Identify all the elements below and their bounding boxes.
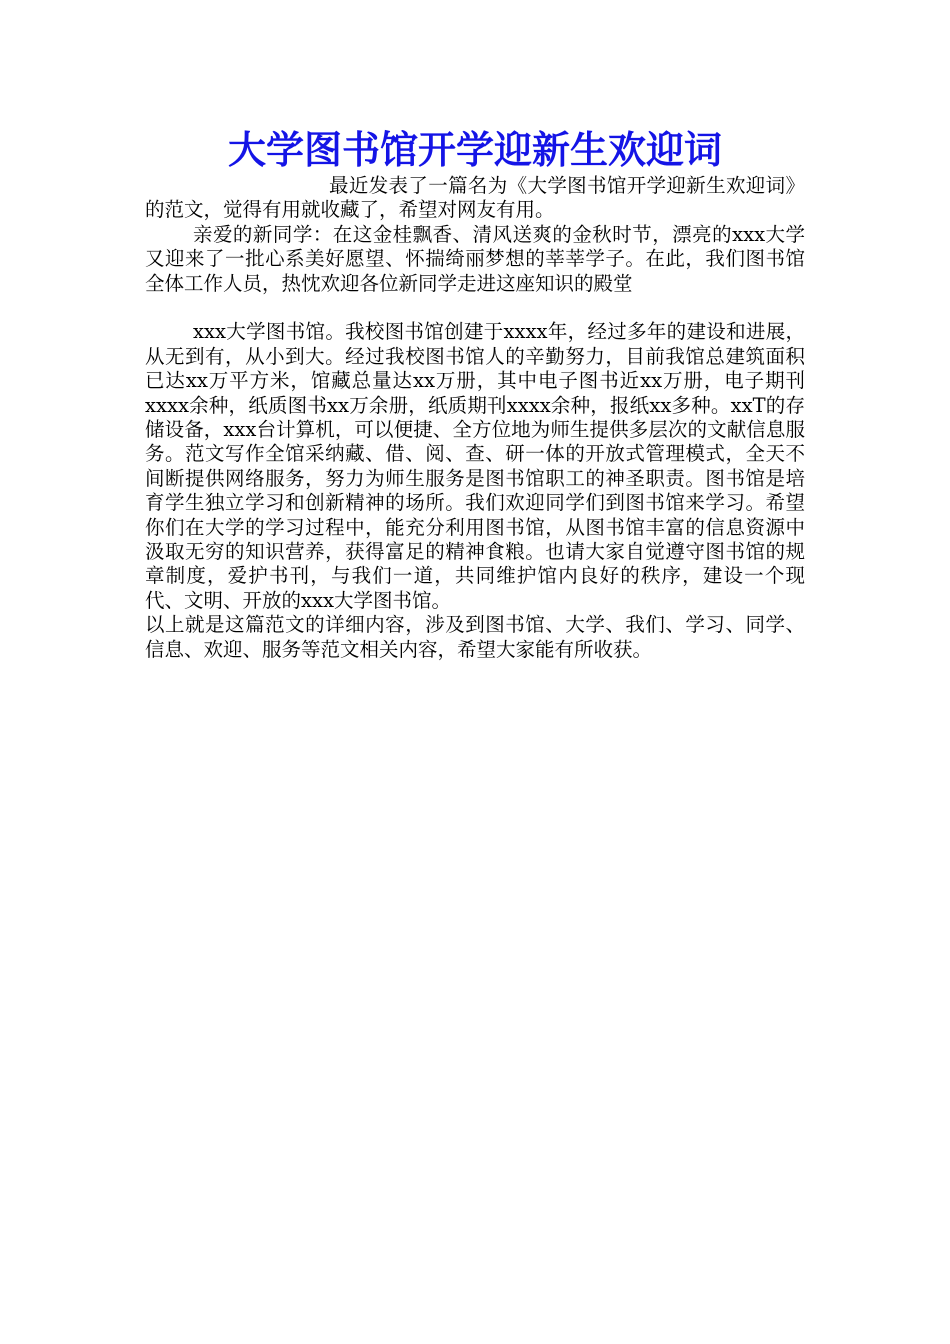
document-body bbox=[145, 174, 805, 662]
main-paragraph: xxx大学图书馆。我校图书馆创建于xxxx年，经过多年的建设和进展，从无到有，从小到大。经过我校图书馆人的辛勤努力，目前我馆总建筑面积已达xx万平方米，馆藏总量达xx万册，其中电子图书近xx万册，电子期刊xxxx余种，纸质图书xx万余册，纸质期刊xxxx余种，报纸xx多种。xxT的存储设备，xxx台计算机，可以便捷、全方位地为师生提供多层次的文献信息服务。范文写作全馆采纳藏、借、阅、查、研一体的开放式管理模式，全天不间断提供网络服务，努力为师生服务是图书馆职工的神圣职责。图书馆是培育学生独立学习和创新精神的场所。我们欢迎同学们到图书馆来学习。希望你们在大学的学习过程中，能充分利用图书馆，从图书馆丰富的信息资源中汲取无穷的知识营养，获得富足的精神食粮。也请大家自觉遵守图书馆的规章制度，爱护书刊，与我们一道，共同维护馆内良好的秩序，建设一个现代、文明、开放的xxx大学图书馆。 bbox=[145, 320, 805, 612]
blank-line bbox=[145, 296, 805, 320]
closing-paragraph: 以上就是这篇范文的详细内容，涉及到图书馆、大学、我们、学习、同学、信息、欢迎、服务等范文相关内容，希望大家能有所收获。 bbox=[145, 613, 805, 661]
greeting-paragraph: 亲爱的新同学：在这金桂飘香、清风送爽的金秋时节，漂亮的xxx大学又迎来了一批心系美好愿望、怀揣绮丽梦想的莘莘学子。在此，我们图书馆全体工作人员，热忱欢迎各位新同学走进这座知识的殿堂 bbox=[145, 222, 805, 295]
document-title: 大学图书馆开学迎新生欢迎词 bbox=[227, 127, 722, 172]
intro-paragraph: 最近发表了一篇名为《大学图书馆开学迎新生欢迎词》的范文，觉得有用就收藏了，希望对网友有用。 bbox=[145, 174, 805, 222]
